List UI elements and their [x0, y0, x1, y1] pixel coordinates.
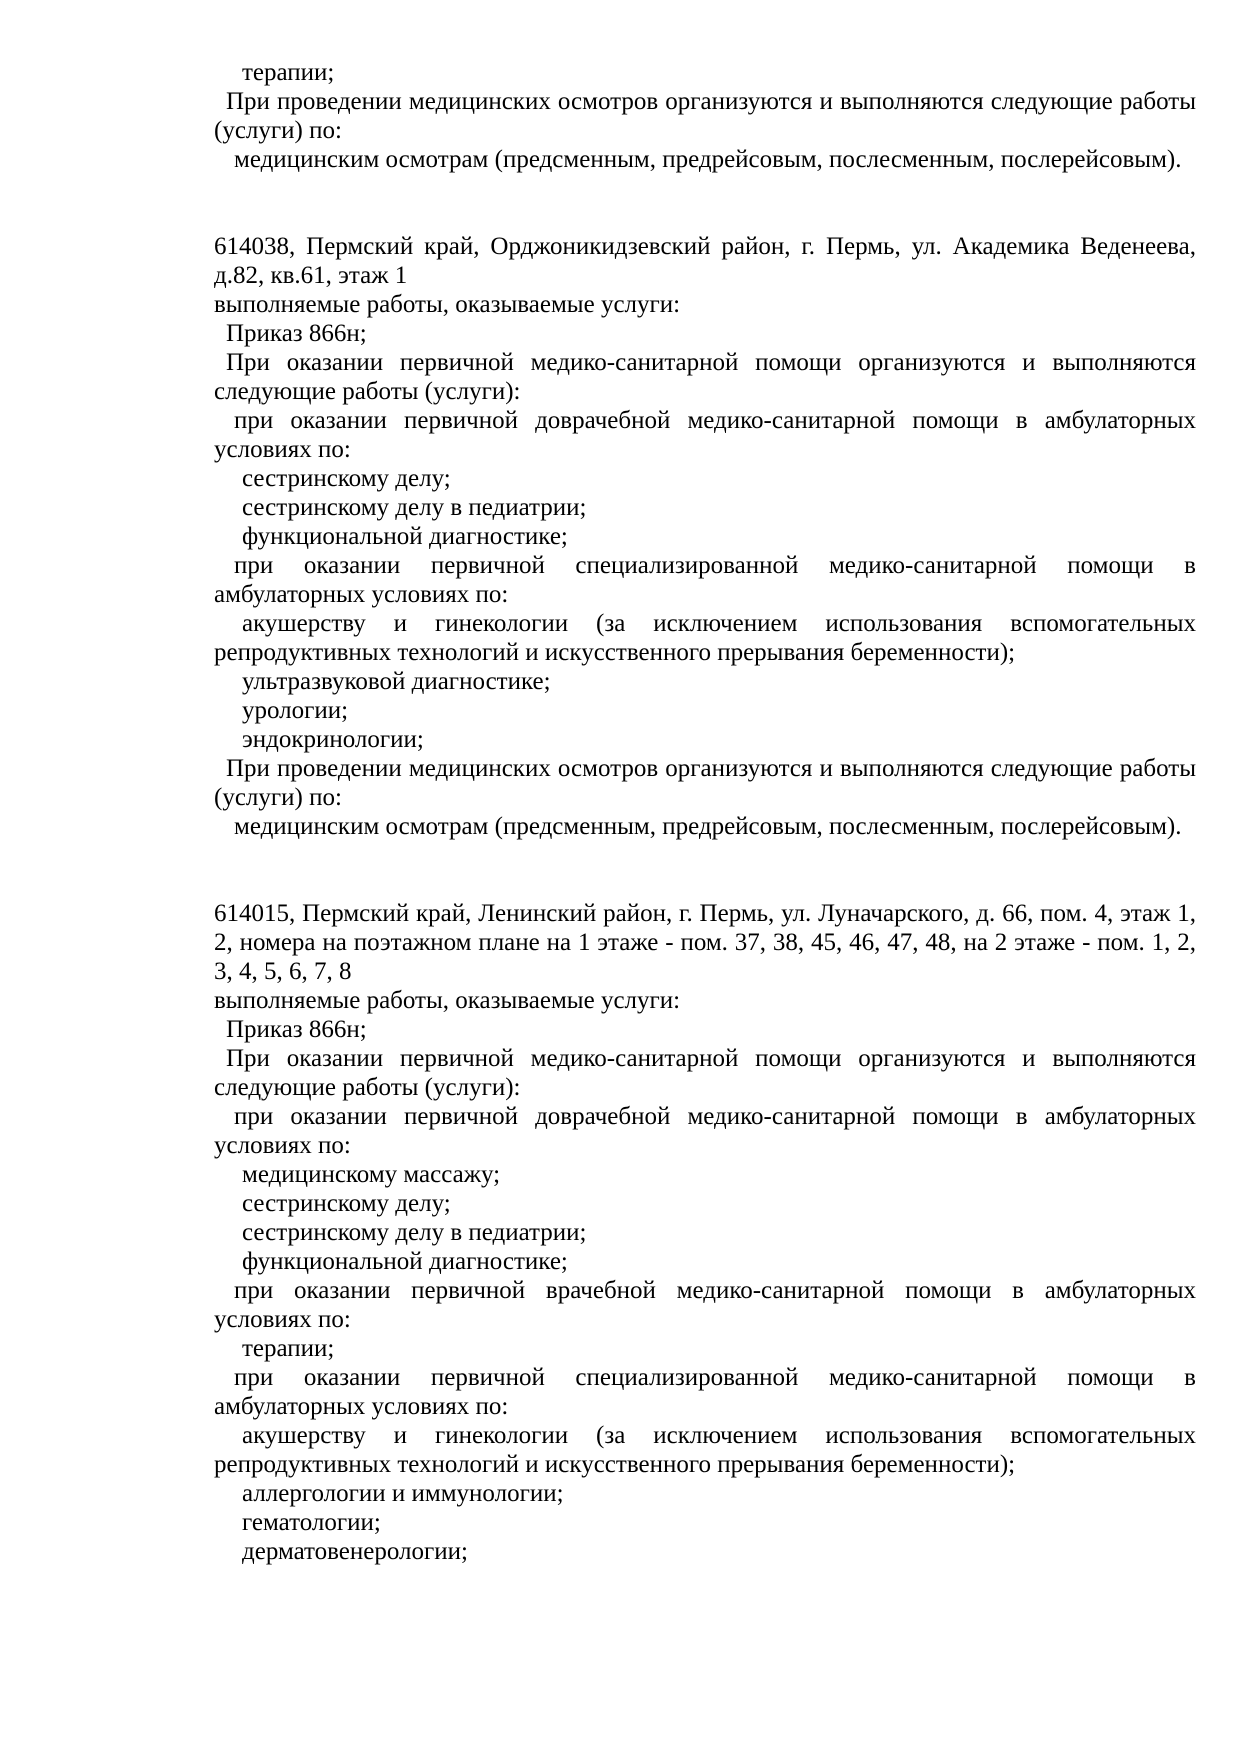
service-item: сестринскому делу;	[242, 465, 451, 492]
service-item: акушерству и гинекологии (за исключением использования вспомогательных репродуктивных технологий и искусственного прерывания беременности);	[214, 610, 1196, 666]
services-heading: выполняемые работы, оказываемые услуги:	[214, 987, 681, 1014]
document-body	[214, 58, 1196, 1566]
category-heading: При проведении медицинских осмотров организуются и выполняются следующие работы (услуги) по:	[214, 755, 1196, 811]
service-item: функциональной диагностике;	[242, 1248, 568, 1275]
service-item: урологии;	[242, 697, 349, 724]
service-item: терапии;	[242, 59, 335, 86]
subcategory-heading: при оказании первичной доврачебной медико-санитарной помощи в амбулаторных условиях по:	[214, 1103, 1196, 1159]
services-heading: выполняемые работы, оказываемые услуги:	[214, 291, 681, 318]
service-item: сестринскому делу в педиатрии;	[242, 494, 587, 521]
service-item: терапии;	[242, 1335, 335, 1362]
service-item: гематологии;	[242, 1509, 381, 1536]
address-line: 614015, Пермский край, Ленинский район, г. Пермь, ул. Луначарского, д. 66, пом. 4, этаж 1, 2, номера на поэтажном плане на 1 этаже - пом. 37, 38, 45, 46, 47, 48, на 2 этаже - пом. 1, 2, 3, 4, 5, 6, 7, 8	[214, 900, 1196, 985]
service-item: эндокринологии;	[242, 726, 424, 753]
service-item: сестринскому делу;	[242, 1190, 451, 1217]
subcategory-heading: при оказании первичной доврачебной медико-санитарной помощи в амбулаторных условиях по:	[214, 407, 1196, 463]
subcategory-heading: при оказании первичной специализированной медико-санитарной помощи в амбулаторных условиях по:	[214, 552, 1196, 608]
service-item: ультразвуковой диагностике;	[242, 668, 551, 695]
service-item: акушерству и гинекологии (за исключением использования вспомогательных репродуктивных технологий и искусственного прерывания беременности);	[214, 1422, 1196, 1478]
service-item: сестринскому делу в педиатрии;	[242, 1219, 587, 1246]
order-reference: Приказ 866н;	[226, 320, 367, 347]
category-heading: При оказании первичной медико-санитарной помощи организуются и выполняются следующие работы (услуги):	[214, 349, 1196, 405]
subcategory-heading: при оказании первичной специализированной медико-санитарной помощи в амбулаторных условиях по:	[214, 1364, 1196, 1420]
subcategory-heading: при оказании первичной врачебной медико-санитарной помощи в амбулаторных условиях по:	[214, 1277, 1196, 1333]
section-address-614015	[214, 899, 1196, 1566]
order-reference: Приказ 866н;	[226, 1016, 367, 1043]
section-address-614038	[214, 232, 1196, 841]
service-item: медицинским осмотрам (предсменным, предрейсовым, послесменным, послерейсовым).	[234, 146, 1182, 173]
category-heading: При оказании первичной медико-санитарной помощи организуются и выполняются следующие работы (услуги):	[214, 1045, 1196, 1101]
section-works-continuation	[214, 58, 1196, 174]
service-item: медицинскому массажу;	[242, 1161, 501, 1188]
service-item: дерматовенерологии;	[242, 1538, 468, 1565]
service-item: медицинским осмотрам (предсменным, предрейсовым, послесменным, послерейсовым).	[234, 813, 1182, 840]
category-heading: При проведении медицинских осмотров организуются и выполняются следующие работы (услуги) по:	[214, 88, 1196, 144]
service-item: аллергологии и иммунологии;	[242, 1480, 564, 1507]
address-line: 614038, Пермский край, Орджоникидзевский район, г. Пермь, ул. Академика Веденеева, д.82, кв.61, этаж 1	[214, 233, 1196, 289]
service-item: функциональной диагностике;	[242, 523, 568, 550]
